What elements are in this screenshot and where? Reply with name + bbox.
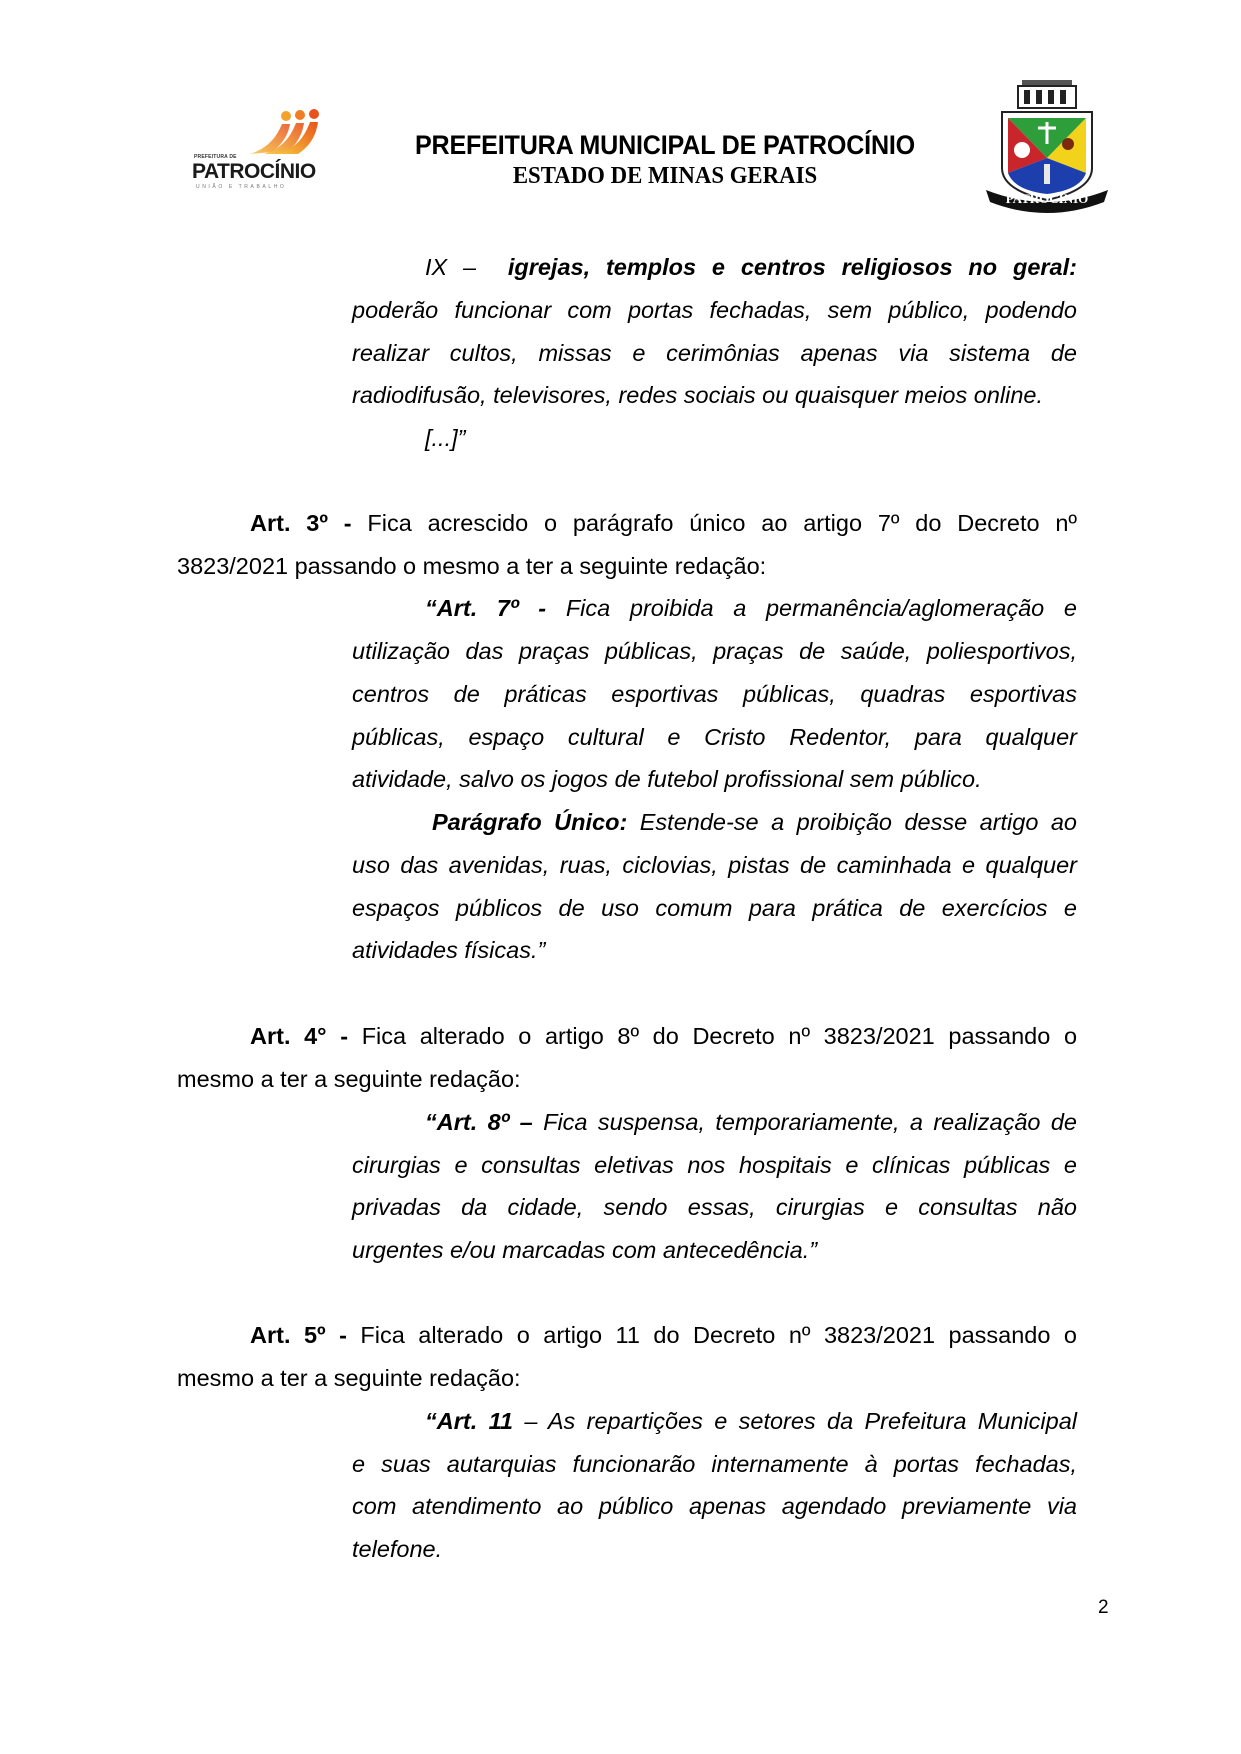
art11-quote-line: com atendimento ao público apenas agendado previamente via — [352, 1493, 1077, 1519]
item-ix-line: poderão funcionar com portas fechadas, sem público, podendo — [352, 297, 1077, 323]
logo-brand-text: PATROCÍNIO — [192, 160, 316, 183]
logo-small-text: PREFEITURA DE — [194, 154, 237, 160]
art4-line1: Art. 4° - Fica alterado o artigo 8º do Decreto nº 3823/2021 passando o — [250, 1023, 1078, 1049]
shield-icon — [1002, 112, 1092, 200]
art5-line2: mesmo a ter a seguinte redação: — [177, 1365, 521, 1391]
paragrafo-unico-line: uso das avenidas, ruas, ciclovias, pistas de caminhada e qualquer — [352, 852, 1077, 878]
art3-line1: Art. 3º - Fica acrescido o parágrafo único ao artigo 7º do Decreto nº — [250, 510, 1078, 536]
art5-line1: Art. 5º - Fica alterado o artigo 11 do Decreto nº 3823/2021 passando o — [250, 1322, 1077, 1348]
header-title: PREFEITURA MUNICIPAL DE PATROCÍNIO — [414, 130, 916, 160]
art11-quote-line1: “Art. 11 – As repartições e setores da Prefeitura Municipal — [425, 1408, 1077, 1434]
art11-quote-line: e suas autarquias funcionarão internamente à portas fechadas, — [352, 1451, 1077, 1477]
crest-banner — [986, 190, 1108, 213]
coat-of-arms-icon — [980, 78, 1115, 213]
art8-quote-line: cirurgias e consultas eletivas nos hospitais e clínicas públicas e — [352, 1152, 1077, 1178]
paragrafo-unico-line: espaços públicos de uso comum para prática de exercícios e — [352, 895, 1077, 921]
art3-line2: 3823/2021 passando o mesmo a ter a seguinte redação: — [177, 553, 767, 579]
art5-label: Art. 5º - — [250, 1322, 347, 1348]
paragrafo-unico-line: atividades físicas.” — [352, 937, 546, 963]
art4-line2: mesmo a ter a seguinte redação: — [177, 1066, 521, 1092]
art7-quote-line: atividade, salvo os jogos de futebol profissional sem público. — [352, 766, 982, 792]
paragrafo-unico-label: Parágrafo Único: — [432, 809, 628, 835]
item-ix-ellipsis: [...]” — [425, 425, 466, 451]
art11-quote-line: telefone. — [352, 1536, 443, 1562]
art7-quote-line1: “Art. 7º - Fica proibida a permanência/aglomeração e — [425, 595, 1078, 621]
art7-quote-line: públicas, espaço cultural e Cristo Redentor, para qualquer — [352, 724, 1077, 750]
art8-quote-line: privadas da cidade, sendo essas, cirurgias e consultas não — [352, 1194, 1077, 1220]
logo-motto-text: UNIÃO E TRABALHO — [196, 184, 287, 190]
art8-quote-line1: “Art. 8º – Fica suspensa, temporariamente, a realização de — [425, 1109, 1077, 1135]
item-ix-heading-text: igrejas, templos e centros religiosos no geral: — [507, 254, 1077, 280]
item-ix-line: realizar cultos, missas e cerimônias apenas via sistema de — [352, 340, 1077, 366]
art7-label: “Art. 7º - — [425, 595, 547, 621]
art4-label: Art. 4° - — [250, 1023, 349, 1049]
art8-quote-line: urgentes e/ou marcadas com antecedência.” — [352, 1237, 818, 1263]
prefeitura-logo — [190, 108, 340, 193]
people-figures-icon — [248, 108, 328, 158]
item-ix-line: radiodifusão, televisores, redes sociais ou quaisquer meios online. — [352, 382, 1044, 408]
crown-icon — [1018, 80, 1076, 108]
art3-label: Art. 3º - — [250, 510, 352, 536]
svg-text:PATROCINIO: PATROCINIO — [1005, 191, 1089, 206]
paragrafo-unico-line1: Parágrafo Único: Estende-se a proibição desse artigo ao — [432, 809, 1078, 835]
page-number: 2 — [1098, 1597, 1109, 1618]
art7-quote-line: centros de práticas esportivas públicas, quadras esportivas — [352, 681, 1077, 707]
item-ix-heading — [425, 256, 1077, 280]
document-header — [0, 0, 1241, 230]
art11-label: “Art. 11 — [425, 1408, 513, 1434]
art8-label: “Art. 8º – — [425, 1109, 533, 1135]
header-subtitle: ESTADO DE MINAS GERAIS — [512, 163, 818, 189]
item-ix-prefix: IX – — [425, 254, 477, 280]
header-title-block — [360, 130, 970, 190]
art7-quote-line: utilização das praças públicas, praças de saúde, poliesportivos, — [352, 638, 1077, 664]
